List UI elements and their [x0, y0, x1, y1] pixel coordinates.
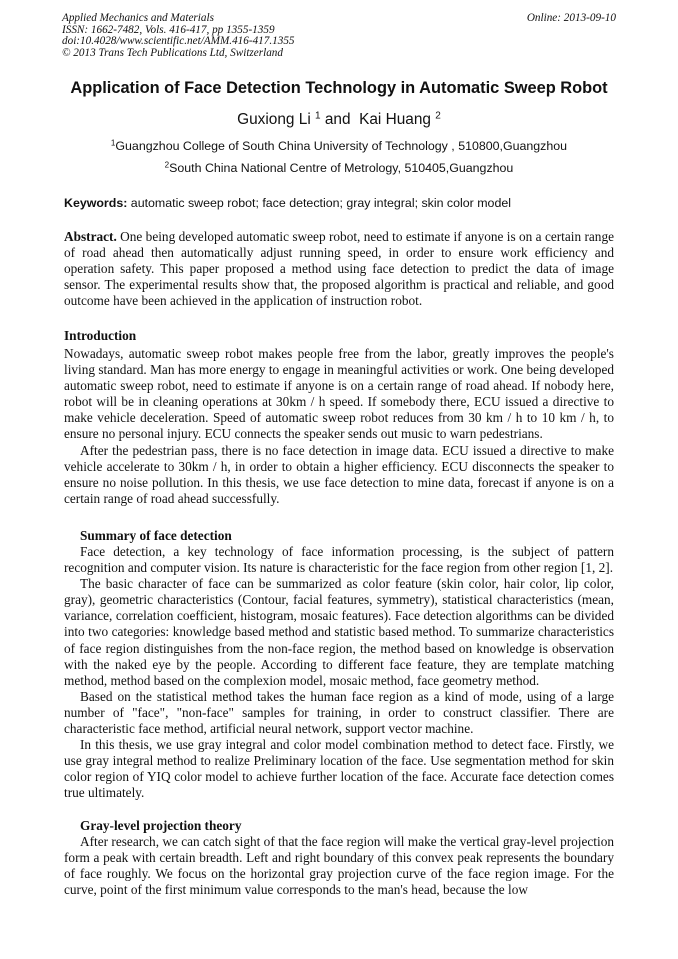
author-1-sup: 1: [315, 110, 321, 122]
paragraph: In this thesis, we use gray integral and color model combination method to detect face. Firstly, we use gray integral method to realize Preliminary location of the face. Use segmentation method for skin color region of YIQ color model to achieve further location of the face. Accurate face detection comes true ultimately.: [64, 737, 614, 801]
affiliation-1-sup: 1: [110, 138, 116, 148]
paragraph: Nowadays, automatic sweep robot makes people free from the labor, greatly improves the people's living standard. Man has more energy to engage in meaningful activities or work. One being developed automatic sweep robot, need to estimate if anyone is on a certain range of road ahead. If nobody here, robot will be in cleaning operations at 30km / h speed. If somebody there, ECU issued a directive to make vehicle deceleration. Speed of automatic sweep robot reduces from 30 km / h to 10 km / h, to ensure no personal injury. ECU connects the speaker sends out music to warn pedestrians.: [64, 346, 614, 442]
online-date: Online: 2013-09-10: [526, 12, 616, 24]
paragraph: Face detection, a key technology of face information processing, is the subject of pattern recognition and computer vision. Its nature is characteristic for the face region from other region [1, 2].: [64, 544, 614, 576]
paragraph: The basic character of face can be summarized as color feature (skin color, hair color, lip color, gray), geometric characteristics (Contour, facial features, symmetry), statistical characteristics (mean, variance, correlation coefficient, histogram, mosaic features). Face detection algorithms can be divided into two categories: knowledge based method and statistic based method. To summarize characteristics of face region distinguishes from the non-face region, the method based on knowledge is observation with the naked eye by the people. According to different face feature, they are template matching method, method based on the complexion model, mosaic method, face geometry method.: [64, 576, 614, 688]
author-2-sup: 2: [435, 110, 441, 122]
author-and: and: [320, 111, 360, 128]
section-introduction: [64, 346, 614, 507]
keywords-text: automatic sweep robot; face detection; gray integral; skin color model: [127, 196, 511, 210]
paragraph: After research, we can catch sight of that the face region will make the vertical gray-level projection form a peak with certain breadth. Left and right boundary of this convex peak represents the boundary of face roughly. We focus on the horizontal gray projection curve of the face region image. For the curve, point of the first minimum value corresponds to the man's head, because the low: [64, 834, 614, 898]
copyright-line: © 2013 Trans Tech Publications Ltd, Switzerland: [62, 46, 283, 59]
section-heading-summary: Summary of face detection: [80, 528, 232, 543]
section-summary: [64, 544, 614, 802]
journal-name: Applied Mechanics and Materials: [62, 12, 214, 24]
doi-line: doi:10.4028/www.scientific.net/AMM.416-417.1355: [62, 35, 295, 48]
paper-title: Application of Face Detection Technology in Automatic Sweep Robot: [70, 79, 608, 97]
affiliation-2: [60, 161, 618, 175]
keywords: [64, 196, 511, 210]
author-line: [60, 111, 618, 129]
affiliation-2-text: South China National Centre of Metrology, 510405,Guangzhou: [169, 161, 514, 175]
author-2: Kai Huang: [359, 111, 431, 128]
author-1: Guxiong Li: [237, 111, 311, 128]
section-heading-gray-level: Gray-level projection theory: [80, 818, 242, 833]
paragraph: Based on the statistical method takes the human face region as a kind of mode, using of a large number of "face", "non-face" samples for training, in order to construct classifier. There are characteristic face method, artificial neural network, support vector machine.: [64, 688, 614, 737]
paragraph: After the pedestrian pass, there is no face detection in image data. ECU issued a directive to make vehicle accelerate to 30km / h, in order to obtain a higher efficiency. ECU disconnects the speaker to ensure no noise pollution. In this thesis, we use face detection to mine data, forecast if anyone is on a certain range of road ahead successfully.: [64, 442, 614, 506]
affiliation-2-sup: 2: [164, 160, 170, 170]
issn-line: ISSN: 1662-7482, Vols. 416-417, pp 1355-1359: [62, 23, 275, 36]
abstract-text: One being developed automatic sweep robot, need to estimate if anyone is on a certain range of road ahead then automatically adjust running speed, in order to ensure work efficiency and operation safety. This paper proposed a method using face detection to predict the data of image sensor. The experimental results show that, the proposed algorithm is practical and reliable, and good outcome have been achieved in the application of instruction robot.: [64, 229, 614, 309]
affiliation-1-text: Guangzhou College of South China University of Technology , 510800,Guangzhou: [115, 139, 568, 153]
journal-header: [62, 13, 295, 59]
abstract: [64, 229, 614, 309]
section-gray-level: [64, 834, 614, 898]
abstract-label: Abstract.: [64, 229, 117, 244]
section-heading-introduction: Introduction: [64, 328, 137, 343]
keywords-label: Keywords:: [64, 196, 128, 210]
affiliation-1: [60, 139, 618, 153]
